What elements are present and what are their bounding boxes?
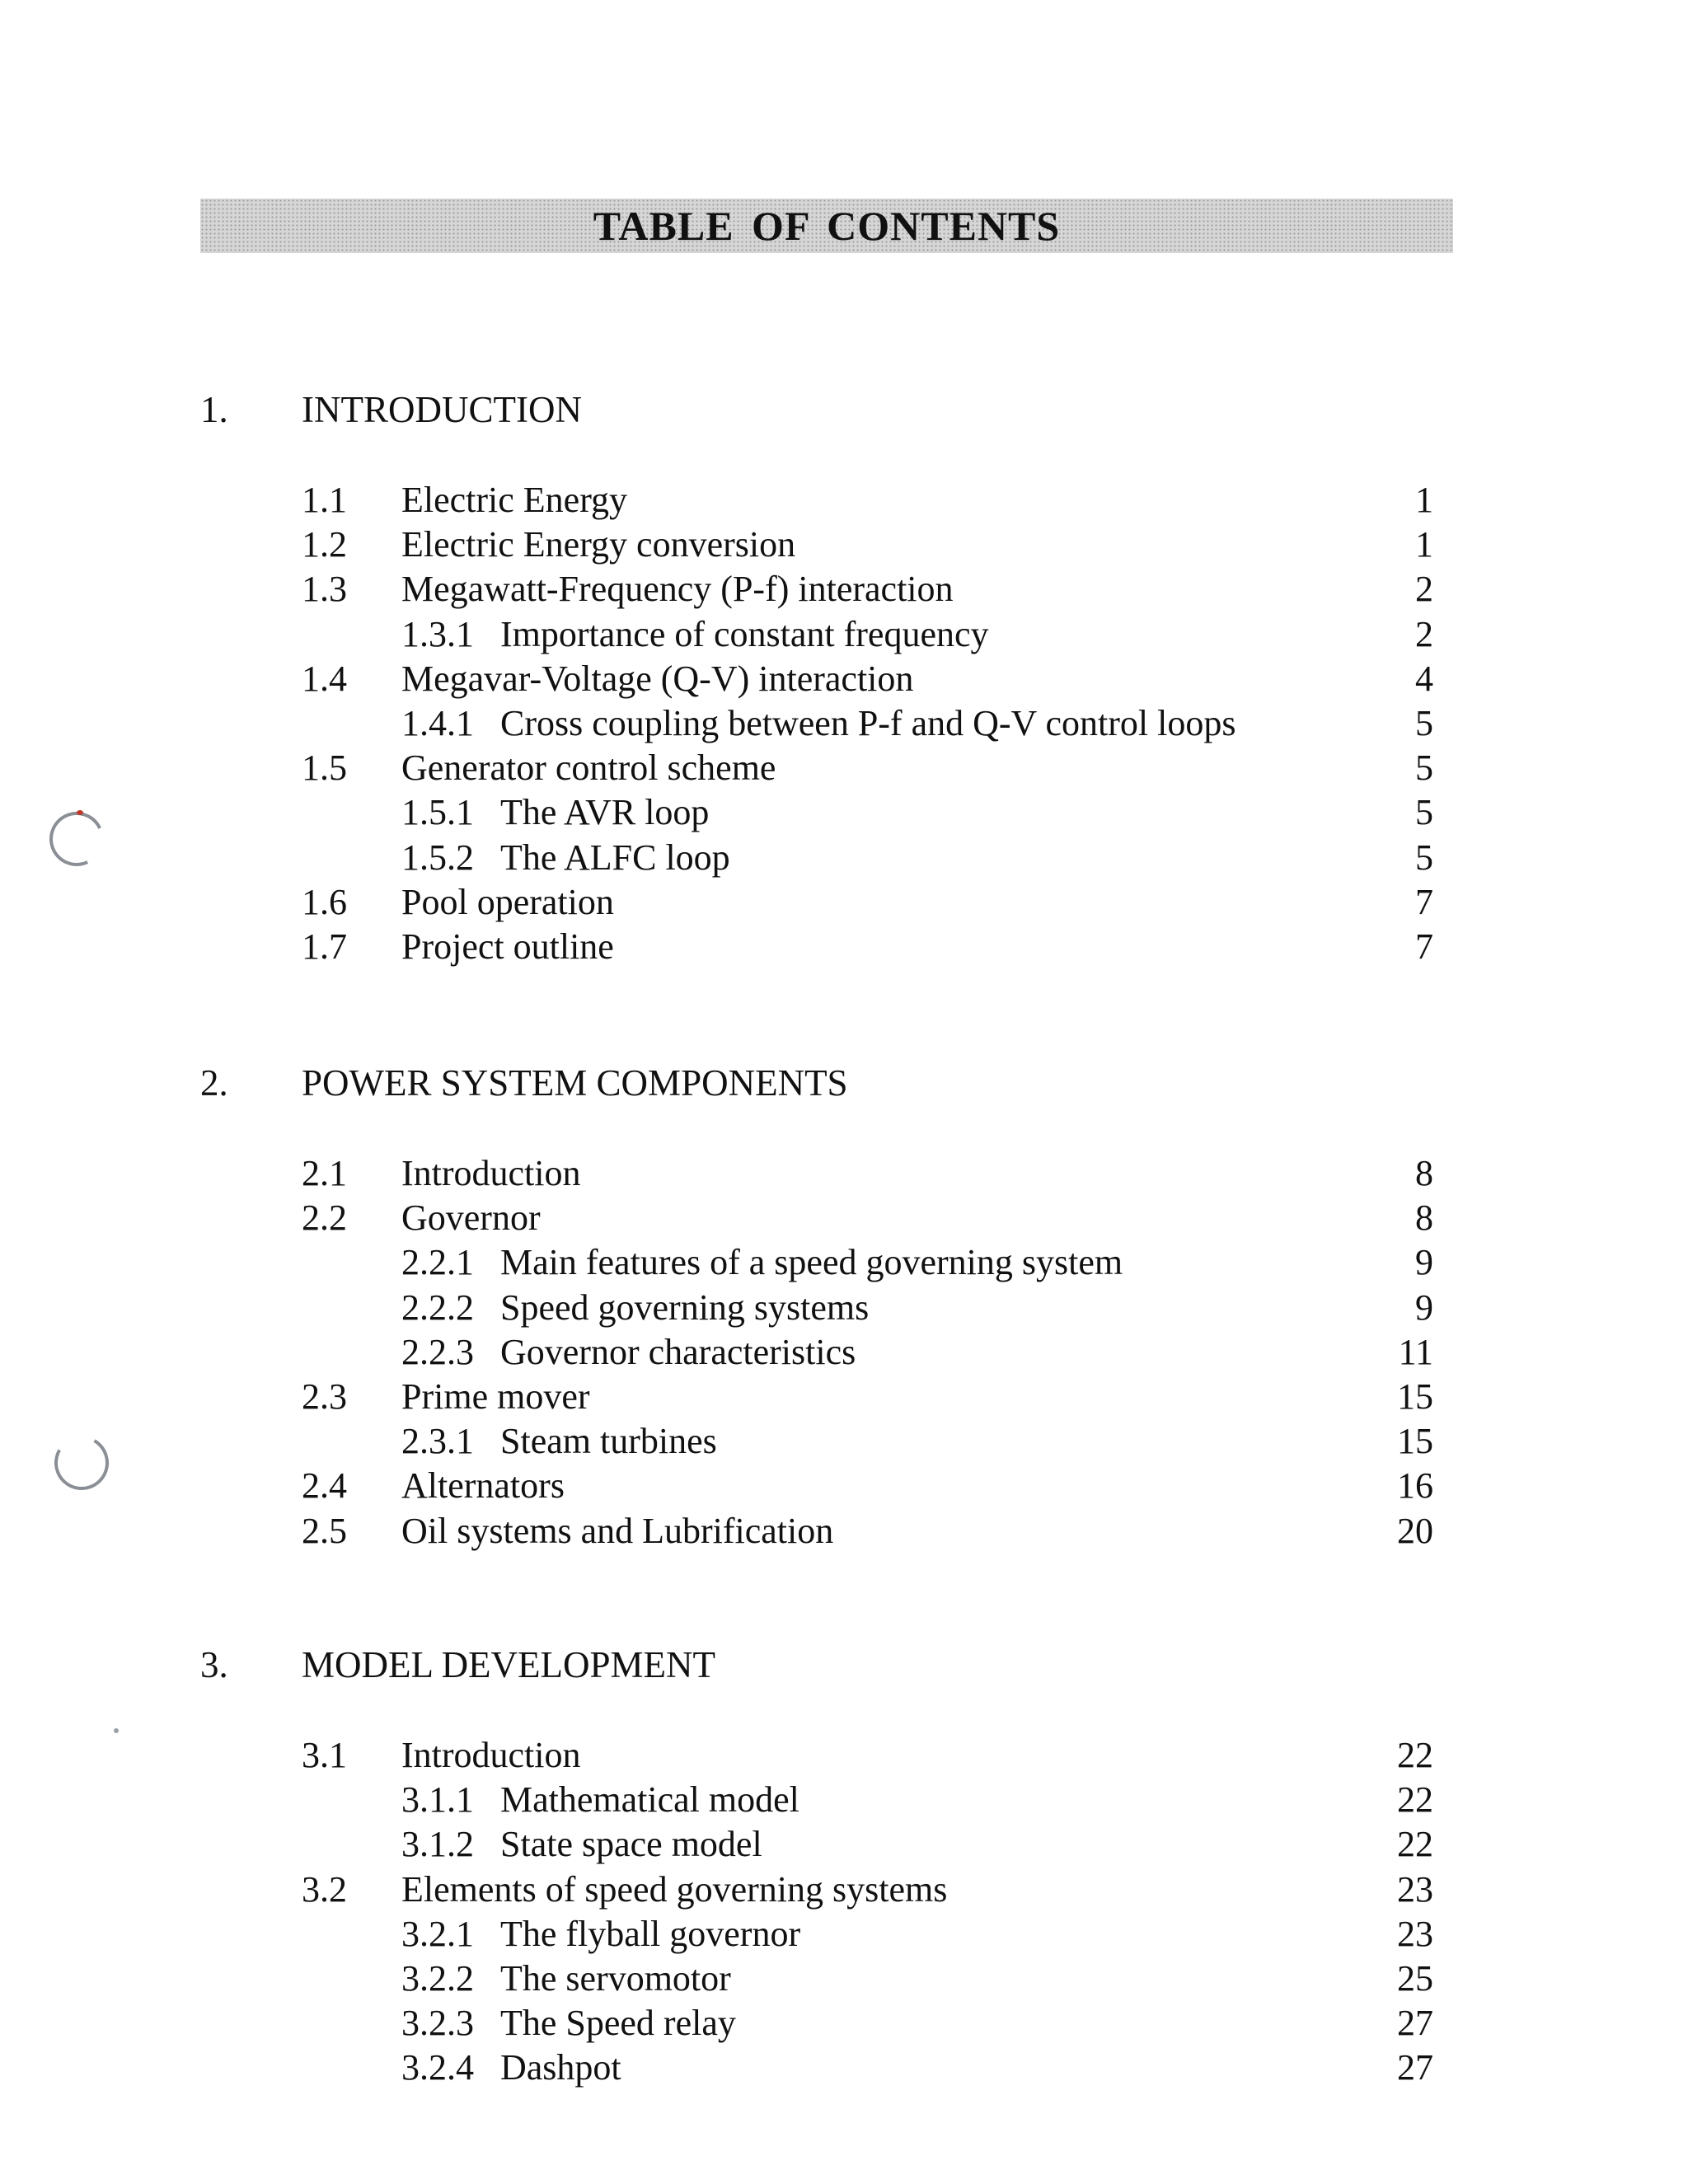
entry-title: Prime mover bbox=[401, 1376, 590, 1417]
entry-page-number: 15 bbox=[1397, 1421, 1433, 1462]
entry-title: Alternators bbox=[401, 1465, 565, 1507]
toc-subsection-entry[interactable] bbox=[0, 790, 1688, 835]
entry-page-number: 2 bbox=[1415, 569, 1433, 610]
entry-number: 2.2.1 bbox=[401, 1242, 474, 1283]
entry-title: Speed governing systems bbox=[500, 1286, 870, 1328]
toc-chapter-heading[interactable] bbox=[0, 387, 1688, 432]
toc-subsection-entry[interactable] bbox=[0, 1822, 1688, 1867]
entry-page-number: 16 bbox=[1397, 1465, 1433, 1507]
entry-number: 1.5 bbox=[302, 748, 347, 789]
entry-page-number: 23 bbox=[1397, 1913, 1433, 1954]
entry-number: 2.3 bbox=[302, 1376, 347, 1417]
entry-number: 3.2.4 bbox=[401, 2047, 474, 2088]
entry-number: 2.2.3 bbox=[401, 1331, 474, 1372]
toc-subsection-entry[interactable] bbox=[0, 1957, 1688, 2001]
entry-title: Importance of constant frequency bbox=[500, 613, 989, 654]
entry-page-number: 22 bbox=[1397, 1735, 1433, 1775]
entry-page-number: 25 bbox=[1397, 1958, 1433, 1999]
entry-number: 3.1.2 bbox=[401, 1824, 474, 1865]
entry-page-number: 8 bbox=[1415, 1153, 1433, 1193]
entry-number: 1.3.1 bbox=[401, 613, 474, 654]
entry-title: Cross coupling between P-f and Q-V control loops bbox=[500, 703, 1236, 743]
entry-title: Electric Energy bbox=[401, 480, 628, 520]
entry-page-number: 9 bbox=[1415, 1242, 1433, 1283]
toc-subsection-entry[interactable] bbox=[0, 701, 1688, 746]
toc-subsection-entry[interactable] bbox=[0, 1240, 1688, 1285]
entry-title: Dashpot bbox=[500, 2047, 621, 2088]
toc-subsection-entry[interactable] bbox=[0, 1330, 1688, 1375]
title-banner bbox=[200, 199, 1453, 253]
toc-section-entry[interactable] bbox=[0, 567, 1688, 612]
entry-page-number: 4 bbox=[1415, 658, 1433, 699]
entry-title: Generator control scheme bbox=[401, 748, 776, 789]
chapter-title: MODEL DEVELOPMENT bbox=[302, 1644, 716, 1685]
entry-number: 2.5 bbox=[302, 1510, 347, 1551]
toc-subsection-entry[interactable] bbox=[0, 2046, 1688, 2090]
toc-subsection-entry[interactable] bbox=[0, 1912, 1688, 1957]
entry-title: Megavar-Voltage (Q-V) interaction bbox=[401, 658, 914, 699]
entry-page-number: 2 bbox=[1415, 613, 1433, 654]
chapter-title: POWER SYSTEM COMPONENTS bbox=[302, 1062, 848, 1104]
toc-section-entry[interactable] bbox=[0, 880, 1688, 925]
toc-section-entry[interactable] bbox=[0, 925, 1688, 969]
entry-page-number: 7 bbox=[1415, 926, 1433, 967]
entry-number: 2.3.1 bbox=[401, 1421, 474, 1462]
entry-page-number: 5 bbox=[1415, 703, 1433, 743]
entry-title: Governor bbox=[401, 1197, 541, 1239]
entry-title: Oil systems and Lubrification bbox=[401, 1510, 834, 1551]
entry-title: State space model bbox=[500, 1824, 762, 1865]
entry-number: 3.2.2 bbox=[401, 1958, 474, 1999]
entry-number: 1.1 bbox=[302, 480, 347, 520]
entry-number: 3.2 bbox=[302, 1868, 347, 1910]
entry-page-number: 5 bbox=[1415, 792, 1433, 833]
entry-number: 1.2 bbox=[302, 524, 347, 565]
entry-title: The Speed relay bbox=[500, 2003, 736, 2044]
entry-page-number: 8 bbox=[1415, 1197, 1433, 1239]
chapter-number: 2. bbox=[200, 1062, 228, 1104]
toc-section-entry[interactable] bbox=[0, 1151, 1688, 1196]
entry-number: 2.4 bbox=[302, 1465, 347, 1507]
toc-subsection-entry[interactable] bbox=[0, 1419, 1688, 1464]
toc-section-entry[interactable] bbox=[0, 1375, 1688, 1419]
entry-title: The ALFC loop bbox=[500, 837, 730, 878]
toc-subsection-entry[interactable] bbox=[0, 1286, 1688, 1330]
entry-number: 2.2.2 bbox=[401, 1286, 474, 1328]
toc-subsection-entry[interactable] bbox=[0, 836, 1688, 880]
toc-section-entry[interactable] bbox=[0, 657, 1688, 701]
toc-section-entry[interactable] bbox=[0, 746, 1688, 790]
entry-number: 2.2 bbox=[302, 1197, 347, 1239]
entry-page-number: 20 bbox=[1397, 1510, 1433, 1551]
entry-number: 2.1 bbox=[302, 1153, 347, 1193]
entry-number: 3.1.1 bbox=[401, 1779, 474, 1821]
entry-page-number: 27 bbox=[1397, 2047, 1433, 2088]
entry-page-number: 22 bbox=[1397, 1824, 1433, 1865]
entry-page-number: 1 bbox=[1415, 524, 1433, 565]
entry-title: Project outline bbox=[401, 926, 614, 967]
entry-page-number: 15 bbox=[1397, 1376, 1433, 1417]
chapter-title: INTRODUCTION bbox=[302, 389, 582, 430]
entry-number: 1.3 bbox=[302, 569, 347, 610]
entry-number: 1.6 bbox=[302, 881, 347, 922]
entry-page-number: 1 bbox=[1415, 480, 1433, 520]
toc-section-entry[interactable] bbox=[0, 1868, 1688, 1912]
entry-title: The servomotor bbox=[500, 1958, 731, 1999]
entry-title: Pool operation bbox=[401, 881, 614, 922]
toc-chapter-heading[interactable] bbox=[0, 1643, 1688, 1687]
entry-number: 3.1 bbox=[302, 1735, 347, 1775]
entry-title: Main features of a speed governing system bbox=[500, 1242, 1123, 1283]
entry-title: Megawatt-Frequency (P-f) interaction bbox=[401, 569, 954, 610]
entry-number: 1.7 bbox=[302, 926, 347, 967]
entry-title: The flyball governor bbox=[500, 1913, 801, 1954]
entry-title: Steam turbines bbox=[500, 1421, 717, 1462]
entry-title: Mathematical model bbox=[500, 1779, 799, 1821]
toc-chapter-heading[interactable] bbox=[0, 1061, 1688, 1105]
entry-title: The AVR loop bbox=[500, 792, 710, 833]
toc-section-entry[interactable] bbox=[0, 1196, 1688, 1240]
entry-page-number: 23 bbox=[1397, 1868, 1433, 1910]
entry-title: Governor characteristics bbox=[500, 1331, 856, 1372]
toc-subsection-entry[interactable] bbox=[0, 1778, 1688, 1822]
entry-title: Electric Energy conversion bbox=[401, 524, 796, 565]
toc-subsection-entry[interactable] bbox=[0, 2001, 1688, 2046]
chapter-number: 1. bbox=[200, 389, 228, 430]
entry-page-number: 5 bbox=[1415, 748, 1433, 789]
toc-section-entry[interactable] bbox=[0, 1733, 1688, 1778]
entry-number: 1.5.2 bbox=[401, 837, 474, 878]
chapter-number: 3. bbox=[200, 1644, 228, 1685]
toc-section-entry[interactable] bbox=[0, 1464, 1688, 1508]
toc-section-entry[interactable] bbox=[0, 478, 1688, 523]
entry-page-number: 5 bbox=[1415, 837, 1433, 878]
toc-section-entry[interactable] bbox=[0, 1509, 1688, 1554]
entry-title: Introduction bbox=[401, 1153, 581, 1193]
entry-title: Elements of speed governing systems bbox=[401, 1868, 948, 1910]
entry-number: 1.4.1 bbox=[401, 703, 474, 743]
entry-number: 3.2.3 bbox=[401, 2003, 474, 2044]
entry-page-number: 27 bbox=[1397, 2003, 1433, 2044]
entry-page-number: 22 bbox=[1397, 1779, 1433, 1821]
entry-number: 1.4 bbox=[302, 658, 347, 699]
entry-page-number: 7 bbox=[1415, 881, 1433, 922]
page-title: TABLE OF CONTENTS bbox=[593, 203, 1061, 249]
toc-subsection-entry[interactable] bbox=[0, 612, 1688, 657]
entry-number: 1.5.1 bbox=[401, 792, 474, 833]
entry-number: 3.2.1 bbox=[401, 1913, 474, 1954]
entry-title: Introduction bbox=[401, 1735, 581, 1775]
toc-section-entry[interactable] bbox=[0, 523, 1688, 567]
entry-page-number: 11 bbox=[1398, 1331, 1433, 1372]
entry-page-number: 9 bbox=[1415, 1286, 1433, 1328]
